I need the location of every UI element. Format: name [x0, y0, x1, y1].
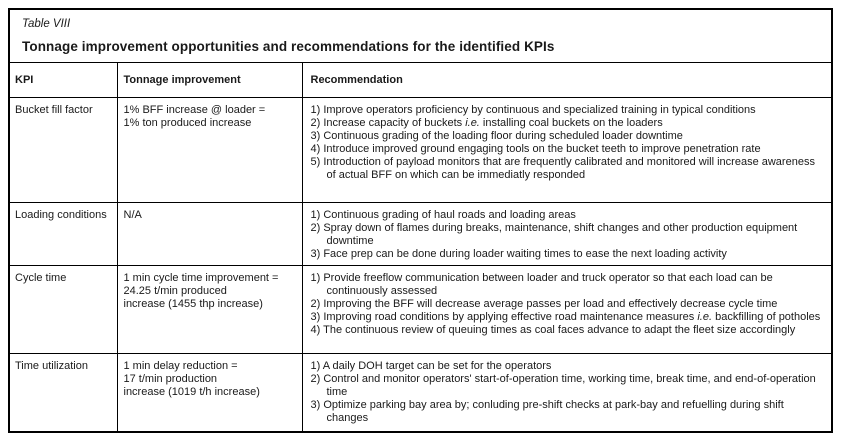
recommendation-item: 5) Introduction of payload monitors that are frequently calibrated and monitored will increase awareness of actual BFF on which can be immediatly responded	[310, 156, 815, 181]
header-row	[10, 63, 831, 98]
column-header-tonnage-improvement: Tonnage improvement	[117, 63, 302, 98]
tonnage-cell	[117, 266, 302, 354]
tonnage-line: 1 min cycle time improvement =	[123, 272, 279, 284]
kpi-cell: Loading conditions	[10, 203, 117, 266]
recommendation-item: 4) Introduce improved ground engaging tools on the bucket teeth to improve penetration rate	[310, 143, 761, 155]
table-label: Table VIII	[22, 18, 71, 30]
tonnage-line: 17 t/min production	[123, 373, 218, 385]
recommendation-cell	[302, 266, 831, 354]
kpi-table	[10, 62, 831, 431]
table-title: Tonnage improvement opportunities and recommendations for the identified KPIs	[22, 39, 555, 54]
tonnage-line: increase (1455 thp increase)	[123, 298, 263, 310]
paper-table	[8, 8, 833, 433]
recommendation-item: 2) Increase capacity of buckets i.e. installing coal buckets on the loaders	[310, 117, 663, 129]
tonnage-line: increase (1019 t/h increase)	[123, 386, 260, 398]
tonnage-cell	[117, 98, 302, 203]
recommendation-cell	[302, 203, 831, 266]
recommendation-item: 1) Provide freeflow communication between loader and truck operator so that each load can be continuously assessed	[310, 272, 773, 297]
recommendation-item: 3) Optimize parking bay area by; conluding pre-shift checks at park-bay and refuelling during shift changes	[310, 399, 784, 424]
recommendation-item: 2) Spray down of flames during breaks, maintenance, shift changes and other production equipment downtime	[310, 222, 798, 247]
tonnage-line: 1 min delay reduction =	[123, 360, 238, 372]
table-caption	[10, 10, 831, 62]
recommendation-cell	[302, 98, 831, 203]
tonnage-cell	[117, 354, 302, 431]
tonnage-line: 1% BFF increase @ loader =	[123, 104, 266, 116]
recommendation-item: 2) Improving the BFF will decrease average passes per load and effectively decrease cycle time	[310, 298, 778, 310]
table-row-loading-conditions	[10, 203, 831, 266]
kpi-cell: Cycle time	[10, 266, 117, 354]
recommendation-cell	[302, 354, 831, 431]
recommendation-item: 3) Improving road conditions by applying effective road maintenance measures i.e. backfilling of potholes	[310, 311, 821, 323]
tonnage-line: 24.25 t/min produced	[123, 285, 227, 297]
kpi-cell: Bucket fill factor	[10, 98, 117, 203]
column-header-recommendation: Recommendation	[302, 63, 831, 98]
recommendation-item: 3) Face prep can be done during loader waiting times to ease the next loading activity	[310, 248, 727, 260]
table-row-time-utilization	[10, 354, 831, 431]
table-row-bucket-fill-factor	[10, 98, 831, 203]
recommendation-item: 2) Control and monitor operators' start-of-operation time, working time, break time, and end-of-operation time	[310, 373, 816, 398]
recommendation-item: 4) The continuous review of queuing times as coal faces advance to adapt the fleet size accordingly	[310, 324, 796, 336]
recommendation-item: 1) Continuous grading of haul roads and loading areas	[310, 209, 576, 221]
recommendation-item: 1) A daily DOH target can be set for the operators	[310, 360, 552, 372]
recommendation-item: 1) Improve operators proficiency by continuous and specialized training in typical conditions	[310, 104, 756, 116]
tonnage-line: 1% ton produced increase	[123, 117, 252, 129]
kpi-cell: Time utilization	[10, 354, 117, 431]
tonnage-cell	[117, 203, 302, 266]
table-row-cycle-time	[10, 266, 831, 354]
tonnage-line: N/A	[123, 209, 142, 221]
recommendation-item: 3) Continuous grading of the loading floor during scheduled loader downtime	[310, 130, 683, 142]
column-header-kpi: KPI	[10, 63, 117, 98]
